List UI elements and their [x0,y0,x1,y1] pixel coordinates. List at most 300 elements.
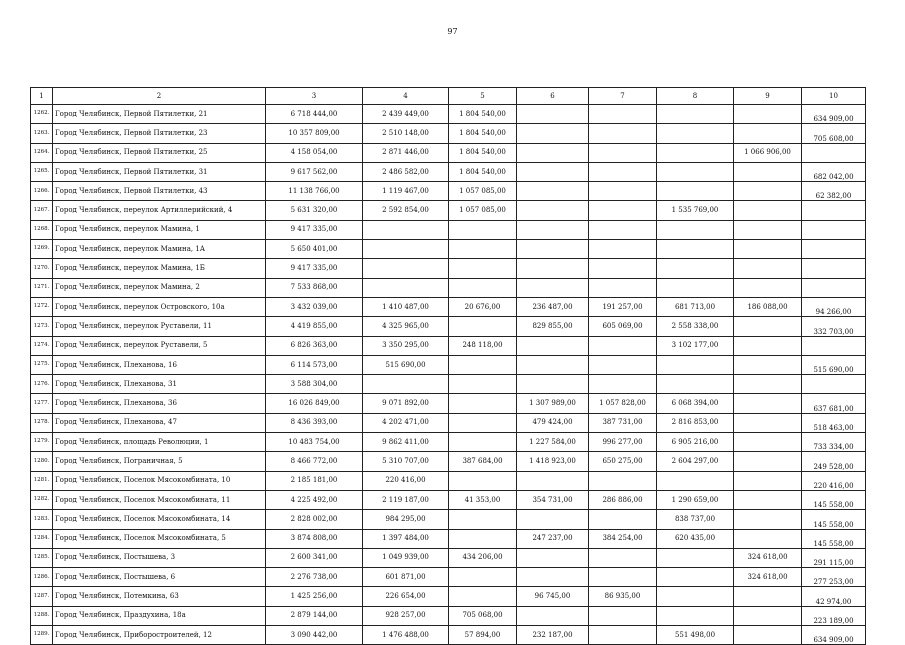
value-cell: 838 737,00 [657,510,734,529]
value-cell: 220 416,00 [363,471,449,490]
value-cell: 248 118,00 [449,336,517,355]
value-cell: 186 088,00 [734,297,802,316]
table-row [31,355,866,374]
value-cell: 57 894,00 [449,626,517,645]
value-cell: 9 071 892,00 [363,394,449,413]
table-row [31,606,866,625]
value-cell: 6 718 444,00 [266,105,363,124]
value-cell [449,317,517,336]
row-number-cell: 1281. [31,471,53,490]
value-cell [734,162,802,181]
value-cell [734,355,802,374]
value-cell: 3 090 442,00 [266,626,363,645]
value-cell [734,452,802,471]
row-number-cell: 1283. [31,510,53,529]
value-cell [802,201,866,220]
value-cell: 236 487,00 [517,297,589,316]
column-header: 1 [31,88,53,105]
value-cell: 286 886,00 [589,490,657,509]
value-cell: 96 745,00 [517,587,589,606]
row-number-cell: 1286. [31,568,53,587]
value-cell: 384 254,00 [589,529,657,548]
row-number-cell: 1287. [31,587,53,606]
value-cell: 41 353,00 [449,490,517,509]
value-cell: 3 350 295,00 [363,336,449,355]
value-cell: 5 310 707,00 [363,452,449,471]
row-number-cell: 1263. [31,124,53,143]
value-cell: 1 804 540,00 [449,124,517,143]
value-cell: 650 275,00 [589,452,657,471]
value-cell: 2 871 446,00 [363,143,449,162]
value-cell: 9 417 335,00 [266,259,363,278]
value-cell [517,375,589,394]
value-cell [734,375,802,394]
value-cell [657,220,734,239]
value-cell [734,433,802,452]
value-cell [449,220,517,239]
value-cell: 1 057 828,00 [589,394,657,413]
value-cell [802,143,866,162]
value-cell: 634 909,00 [802,626,866,645]
address-cell: Город Челябинск, Первой Пятилетки, 23 [53,124,266,143]
address-cell: Город Челябинск, переулок Мамина, 2 [53,278,266,297]
value-cell: 223 189,00 [802,606,866,625]
row-number-cell: 1273. [31,317,53,336]
value-cell: 1 410 487,00 [363,297,449,316]
table-body [31,105,866,645]
value-cell: 1 476 488,00 [363,626,449,645]
row-number-cell: 1265. [31,162,53,181]
value-cell [517,220,589,239]
address-cell: Город Челябинск, переулок Артиллерийский, 4 [53,201,266,220]
value-cell: 3 102 177,00 [657,336,734,355]
table-row [31,394,866,413]
value-cell: 1 804 540,00 [449,162,517,181]
value-cell: 20 676,00 [449,297,517,316]
value-cell: 1 227 584,00 [517,433,589,452]
value-cell [517,355,589,374]
table-row [31,162,866,181]
value-cell [734,201,802,220]
address-cell: Город Челябинск, Потемкина, 63 [53,587,266,606]
value-cell: 249 528,00 [802,452,866,471]
value-cell: 247 237,00 [517,529,589,548]
address-cell: Город Челябинск, Постышева, 6 [53,568,266,587]
value-cell: 2 119 187,00 [363,490,449,509]
value-cell: 11 138 766,00 [266,182,363,201]
value-cell: 1 049 939,00 [363,548,449,567]
address-cell: Город Челябинск, Постышева, 3 [53,548,266,567]
table-row [31,105,866,124]
row-number-cell: 1288. [31,606,53,625]
value-cell [734,471,802,490]
value-cell: 145 558,00 [802,510,866,529]
value-cell [589,259,657,278]
value-cell: 226 654,00 [363,587,449,606]
value-cell: 1 307 989,00 [517,394,589,413]
value-cell [734,259,802,278]
row-number-cell: 1279. [31,433,53,452]
row-number-cell: 1282. [31,490,53,509]
table-row [31,182,866,201]
row-number-cell: 1266. [31,182,53,201]
value-cell: 62 382,00 [802,182,866,201]
value-cell [449,278,517,297]
value-cell: 1 535 769,00 [657,201,734,220]
value-cell [589,240,657,259]
address-cell: Город Челябинск, переулок Мамина, 1Б [53,259,266,278]
address-cell: Город Челябинск, Плеханова, 31 [53,375,266,394]
value-cell: 145 558,00 [802,529,866,548]
page-number: 97 [447,27,458,36]
value-cell [363,240,449,259]
address-cell: Город Челябинск, переулок Островского, 10а [53,297,266,316]
value-cell: 220 416,00 [802,471,866,490]
value-cell: 605 069,00 [589,317,657,336]
value-cell: 9 617 562,00 [266,162,363,181]
value-cell: 291 115,00 [802,548,866,567]
value-cell: 2 276 738,00 [266,568,363,587]
value-cell [734,124,802,143]
value-cell [657,606,734,625]
value-cell: 387 684,00 [449,452,517,471]
value-cell: 1 804 540,00 [449,143,517,162]
address-cell: Город Челябинск, Плеханова, 47 [53,413,266,432]
margin-marks [878,300,898,510]
table-row [31,240,866,259]
value-cell [589,278,657,297]
table-row [31,626,866,645]
value-cell [734,278,802,297]
value-cell: 515 690,00 [363,355,449,374]
value-cell: 4 158 054,00 [266,143,363,162]
address-cell: Город Челябинск, Праздухина, 18а [53,606,266,625]
value-cell: 3 588 304,00 [266,375,363,394]
value-cell [734,220,802,239]
value-cell [657,162,734,181]
value-cell: 705 068,00 [449,606,517,625]
value-cell: 2 486 582,00 [363,162,449,181]
value-cell [589,548,657,567]
value-cell [734,626,802,645]
row-number-cell: 1272. [31,297,53,316]
table-row [31,278,866,297]
value-cell [734,587,802,606]
value-cell: 2 879 144,00 [266,606,363,625]
value-cell [657,240,734,259]
value-cell: 324 618,00 [734,568,802,587]
value-cell [449,355,517,374]
value-cell: 634 909,00 [802,105,866,124]
value-cell: 1 425 256,00 [266,587,363,606]
address-cell: Город Челябинск, переулок Мамина, 1 [53,220,266,239]
value-cell [517,510,589,529]
row-number-cell: 1284. [31,529,53,548]
value-cell: 277 253,00 [802,568,866,587]
address-cell: Город Челябинск, переулок Руставели, 5 [53,336,266,355]
value-cell [657,278,734,297]
value-cell [657,143,734,162]
value-cell [734,606,802,625]
value-cell [589,182,657,201]
value-cell: 2 185 181,00 [266,471,363,490]
value-cell: 1 066 906,00 [734,143,802,162]
table-row [31,568,866,587]
row-number-cell: 1267. [31,201,53,220]
table-row [31,143,866,162]
address-cell: Город Челябинск, Первой Пятилетки, 43 [53,182,266,201]
value-cell: 705 608,00 [802,124,866,143]
value-cell: 4 325 965,00 [363,317,449,336]
value-cell [734,490,802,509]
value-cell [517,240,589,259]
row-number-cell: 1277. [31,394,53,413]
table-row [31,452,866,471]
value-cell [734,317,802,336]
value-cell: 2 439 449,00 [363,105,449,124]
value-cell: 2 604 297,00 [657,452,734,471]
value-cell: 42 974,00 [802,587,866,606]
value-cell [449,259,517,278]
value-cell: 1 119 467,00 [363,182,449,201]
value-cell [517,548,589,567]
value-cell: 479 424,00 [517,413,589,432]
value-cell [657,259,734,278]
value-cell: 518 463,00 [802,413,866,432]
value-cell [734,394,802,413]
value-cell: 4 419 855,00 [266,317,363,336]
column-header: 3 [266,88,363,105]
table-row [31,297,866,316]
value-cell: 515 690,00 [802,355,866,374]
value-cell: 324 618,00 [734,548,802,567]
value-cell [449,413,517,432]
table-row [31,587,866,606]
value-cell [589,162,657,181]
column-header: 6 [517,88,589,105]
value-cell: 1 057 085,00 [449,182,517,201]
value-cell [802,278,866,297]
value-cell: 2 828 002,00 [266,510,363,529]
value-cell: 4 225 492,00 [266,490,363,509]
address-cell: Город Челябинск, Поселок Мясокомбината, 10 [53,471,266,490]
value-cell [802,240,866,259]
value-cell: 9 417 335,00 [266,220,363,239]
value-cell: 1 418 923,00 [517,452,589,471]
value-cell [449,568,517,587]
table-row [31,375,866,394]
value-cell: 7 533 868,00 [266,278,363,297]
value-cell [589,220,657,239]
value-cell [657,568,734,587]
value-cell: 8 466 772,00 [266,452,363,471]
value-cell [517,606,589,625]
value-cell: 1 057 085,00 [449,201,517,220]
table-row [31,548,866,567]
value-cell [657,355,734,374]
address-cell: Город Челябинск, Поселок Мясокомбината, 5 [53,529,266,548]
value-cell [449,240,517,259]
value-cell: 682 042,00 [802,162,866,181]
value-cell: 332 703,00 [802,317,866,336]
value-cell [734,240,802,259]
value-cell [589,143,657,162]
value-cell: 2 558 338,00 [657,317,734,336]
value-cell: 2 592 854,00 [363,201,449,220]
address-cell: Город Челябинск, Поселок Мясокомбината, 14 [53,510,266,529]
value-cell: 1 804 540,00 [449,105,517,124]
value-cell [517,162,589,181]
row-number-cell: 1276. [31,375,53,394]
value-cell: 2 600 341,00 [266,548,363,567]
value-cell: 620 435,00 [657,529,734,548]
value-cell [517,471,589,490]
value-cell: 434 206,00 [449,548,517,567]
value-cell [449,587,517,606]
value-cell: 10 483 754,00 [266,433,363,452]
column-header: 7 [589,88,657,105]
value-cell [657,548,734,567]
value-cell: 1 397 484,00 [363,529,449,548]
address-cell: Город Челябинск, Плеханова, 36 [53,394,266,413]
value-cell: 733 334,00 [802,433,866,452]
value-cell: 996 277,00 [589,433,657,452]
table-row [31,336,866,355]
value-cell [734,105,802,124]
value-cell [517,105,589,124]
value-cell [589,124,657,143]
row-number-cell: 1280. [31,452,53,471]
value-cell [517,124,589,143]
value-cell [802,259,866,278]
value-cell: 3 432 039,00 [266,297,363,316]
value-cell [449,394,517,413]
address-cell: Город Челябинск, Поселок Мясокомбината, 11 [53,490,266,509]
value-cell: 928 257,00 [363,606,449,625]
column-header: 4 [363,88,449,105]
value-cell: 8 436 393,00 [266,413,363,432]
value-cell: 6 068 394,00 [657,394,734,413]
value-cell [657,105,734,124]
value-cell [517,259,589,278]
table-row [31,490,866,509]
value-cell: 551 498,00 [657,626,734,645]
value-cell [589,355,657,374]
value-cell [449,433,517,452]
table-row [31,471,866,490]
row-number-cell: 1278. [31,413,53,432]
row-number-cell: 1269. [31,240,53,259]
value-cell [517,201,589,220]
address-cell: Город Челябинск, переулок Мамина, 1А [53,240,266,259]
value-cell [589,105,657,124]
value-cell: 637 681,00 [802,394,866,413]
value-cell: 2 510 148,00 [363,124,449,143]
column-header: 10 [802,88,866,105]
value-cell [589,568,657,587]
value-cell [517,143,589,162]
value-cell: 6 826 363,00 [266,336,363,355]
value-cell [589,336,657,355]
table-row [31,529,866,548]
value-cell: 6 114 573,00 [266,355,363,374]
value-cell: 1 290 659,00 [657,490,734,509]
table-row [31,413,866,432]
address-cell: Город Челябинск, Первой Пятилетки, 31 [53,162,266,181]
value-cell [734,182,802,201]
value-cell [657,124,734,143]
table-row [31,220,866,239]
column-header: 5 [449,88,517,105]
row-number-cell: 1289. [31,626,53,645]
value-cell [657,471,734,490]
value-cell: 984 295,00 [363,510,449,529]
value-cell [363,375,449,394]
table-row [31,317,866,336]
row-number-cell: 1271. [31,278,53,297]
value-cell [449,375,517,394]
value-cell: 191 257,00 [589,297,657,316]
value-cell: 10 357 809,00 [266,124,363,143]
column-header: 2 [53,88,266,105]
address-cell: Город Челябинск, Плеханова, 16 [53,355,266,374]
value-cell: 4 202 471,00 [363,413,449,432]
value-cell [734,529,802,548]
value-cell [734,510,802,529]
header-row [31,88,866,105]
value-cell [589,626,657,645]
row-number-cell: 1270. [31,259,53,278]
table-row [31,510,866,529]
value-cell [449,529,517,548]
table-row [31,433,866,452]
address-cell: Город Челябинск, переулок Руставели, 11 [53,317,266,336]
value-cell [517,336,589,355]
data-table [30,87,866,645]
value-cell: 354 731,00 [517,490,589,509]
row-number-cell: 1264. [31,143,53,162]
column-header: 8 [657,88,734,105]
value-cell [802,220,866,239]
value-cell [657,587,734,606]
value-cell: 2 816 853,00 [657,413,734,432]
table-row [31,124,866,143]
address-cell: Город Челябинск, Первой Пятилетки, 25 [53,143,266,162]
value-cell [449,510,517,529]
row-number-cell: 1268. [31,220,53,239]
value-cell [802,336,866,355]
value-cell [589,375,657,394]
value-cell: 6 905 216,00 [657,433,734,452]
value-cell: 601 871,00 [363,568,449,587]
value-cell: 9 862 411,00 [363,433,449,452]
value-cell [734,336,802,355]
value-cell: 3 874 808,00 [266,529,363,548]
value-cell: 94 266,00 [802,297,866,316]
value-cell [517,182,589,201]
address-cell: Город Челябинск, площадь Революции, 1 [53,433,266,452]
value-cell: 829 855,00 [517,317,589,336]
value-cell: 86 935,00 [589,587,657,606]
value-cell [657,375,734,394]
row-number-cell: 1285. [31,548,53,567]
value-cell [589,606,657,625]
value-cell [517,568,589,587]
address-cell: Город Челябинск, Приборостроителей, 12 [53,626,266,645]
value-cell [657,182,734,201]
value-cell: 681 713,00 [657,297,734,316]
value-cell [363,220,449,239]
